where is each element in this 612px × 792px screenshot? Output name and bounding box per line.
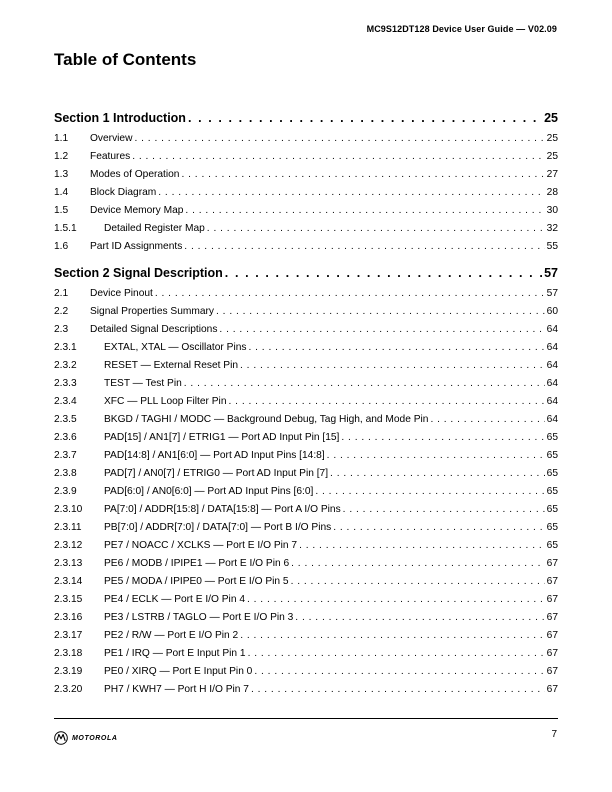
toc-entry[interactable]: [54, 555, 558, 573]
entry-page: 64: [546, 360, 558, 371]
entry-page: 64: [546, 342, 558, 353]
entry-number: 1.3: [54, 169, 69, 180]
dot-leader: [291, 555, 545, 573]
entry-title: PE2 / R/W — Port E I/O Pin 2: [104, 630, 239, 641]
entry-number: 1.6: [54, 241, 69, 252]
section-title: Section 1 Introduction: [54, 111, 186, 125]
entry-page: 67: [546, 630, 558, 641]
entry-page: 27: [546, 169, 558, 180]
entry-page: 30: [546, 205, 558, 216]
dot-leader: [181, 166, 544, 184]
entry-title: PA[7:0] / ADDR[15:8] / DATA[15:8] — Port A I/O Pins: [104, 504, 341, 515]
section-page: 25: [544, 111, 558, 125]
entry-number: 2.3.9: [54, 486, 77, 497]
entry-title: Features: [90, 151, 131, 162]
toc-entry[interactable]: [54, 357, 558, 375]
entry-page: 67: [546, 666, 558, 677]
dot-leader: [185, 202, 544, 220]
entry-title: PE4 / ECLK — Port E I/O Pin 4: [104, 594, 245, 605]
entry-number: 2.3.10: [54, 504, 83, 515]
entry-title: Detailed Signal Descriptions: [90, 324, 218, 335]
entry-number: 1.5.1: [54, 223, 77, 234]
entry-number: 2.3.4: [54, 396, 77, 407]
entry-number: 2.3.1: [54, 342, 77, 353]
dot-leader: [248, 339, 544, 357]
motorola-logo-icon: [54, 731, 68, 745]
dot-leader: [251, 681, 545, 699]
entry-number: 2.3.11: [54, 522, 82, 533]
entry-page: 67: [546, 648, 558, 659]
entry-title: PAD[14:8] / AN1[6:0] — Port AD Input Pins [14:8]: [104, 450, 325, 461]
entry-title: BKGD / TAGHI / MODC — Background Debug, Tag High, and Mode Pin: [104, 414, 429, 425]
entry-page: 65: [546, 486, 558, 497]
entry-title: Block Diagram: [90, 187, 157, 198]
entry-number: 1.4: [54, 187, 69, 198]
toc-entry[interactable]: [54, 202, 558, 220]
entry-title: XFC — PLL Loop Filter Pin: [104, 396, 227, 407]
toc-entry[interactable]: [54, 238, 558, 256]
dot-leader: [327, 447, 545, 465]
dot-leader: [188, 107, 542, 130]
footer-divider: [54, 718, 558, 719]
entry-title: Device Memory Map: [90, 205, 184, 216]
entry-title: RESET — External Reset Pin: [104, 360, 238, 371]
entry-number: 2.3.17: [54, 630, 83, 641]
entry-page: 65: [546, 432, 558, 443]
entry-page: 64: [546, 324, 558, 335]
toc-entry[interactable]: [54, 501, 558, 519]
entry-number: 2.3.8: [54, 468, 77, 479]
dot-leader: [229, 393, 545, 411]
entry-title: PH7 / KWH7 — Port H I/O Pin 7: [104, 684, 249, 695]
dot-leader: [291, 573, 545, 591]
entry-page: 32: [546, 223, 558, 234]
entry-page: 64: [546, 378, 558, 389]
dot-leader: [333, 519, 544, 537]
page-number: 7: [551, 729, 557, 740]
entry-page: 65: [546, 504, 558, 515]
entry-number: 2.3.19: [54, 666, 83, 677]
table-of-contents: [54, 107, 558, 699]
entry-number: 2.2: [54, 306, 69, 317]
toc-entry[interactable]: [54, 375, 558, 393]
toc-entry[interactable]: [54, 519, 558, 537]
toc-entry[interactable]: [54, 681, 558, 699]
entry-title: PE3 / LSTRB / TAGLO — Port E I/O Pin 3: [104, 612, 294, 623]
entry-page: 60: [546, 306, 558, 317]
toc-entry[interactable]: [54, 447, 558, 465]
entry-number: 2.1: [54, 288, 69, 299]
entry-number: 2.3: [54, 324, 69, 335]
entry-page: 67: [546, 594, 558, 605]
toc-entry[interactable]: [54, 465, 558, 483]
dot-leader: [216, 303, 545, 321]
toc-entry[interactable]: [54, 303, 558, 321]
dot-leader: [247, 591, 545, 609]
dot-leader: [184, 375, 545, 393]
entry-title: PAD[6:0] / AN0[6:0] — Port AD Input Pins [6:0]: [104, 486, 314, 497]
entry-page: 67: [546, 558, 558, 569]
entry-title: Device Pinout: [90, 288, 153, 299]
dot-leader: [341, 429, 544, 447]
dot-leader: [219, 321, 544, 339]
section-page: 57: [544, 266, 558, 280]
entry-page: 57: [546, 288, 558, 299]
toc-section-1[interactable]: [54, 107, 558, 130]
entry-title: Part ID Assignments: [90, 241, 183, 252]
entry-number: 2.3.3: [54, 378, 77, 389]
entry-number: 2.3.2: [54, 360, 77, 371]
entry-page: 64: [546, 396, 558, 407]
dot-leader: [330, 465, 545, 483]
toc-entry[interactable]: [54, 220, 558, 238]
entry-page: 28: [546, 187, 558, 198]
toc-entry[interactable]: [54, 166, 558, 184]
entry-title: EXTAL, XTAL — Oscillator Pins: [104, 342, 247, 353]
entry-title: PB[7:0] / ADDR[7:0] / DATA[7:0] — Port B I/O Pins: [104, 522, 332, 533]
toc-entry[interactable]: [54, 627, 558, 645]
dot-leader: [240, 627, 544, 645]
toc-entry[interactable]: [54, 148, 558, 166]
entry-number: 2.3.13: [54, 558, 83, 569]
entry-page: 25: [546, 133, 558, 144]
toc-section-2[interactable]: [54, 262, 558, 285]
toc-entry[interactable]: [54, 483, 558, 501]
brand-name: MOTOROLA: [72, 734, 118, 742]
dot-leader: [207, 220, 545, 238]
toc-entry[interactable]: [54, 591, 558, 609]
entry-page: 65: [546, 468, 558, 479]
toc-entry[interactable]: [54, 645, 558, 663]
entry-page: 65: [546, 540, 558, 551]
entry-title: PE6 / MODB / IPIPE1 — Port E I/O Pin 6: [104, 558, 290, 569]
dot-leader: [343, 501, 545, 519]
entry-title: PAD[7] / AN0[7] / ETRIG0 — Port AD Input Pin [7]: [104, 468, 329, 479]
entry-number: 2.3.20: [54, 684, 83, 695]
dot-leader: [225, 262, 542, 285]
dot-leader: [155, 285, 545, 303]
toc-entry[interactable]: [54, 573, 558, 591]
toc-entry[interactable]: [54, 393, 558, 411]
entry-page: 25: [546, 151, 558, 162]
dot-leader: [315, 483, 544, 501]
entry-number: 2.3.12: [54, 540, 83, 551]
entry-number: 1.5: [54, 205, 69, 216]
dot-leader: [184, 238, 544, 256]
dot-leader: [430, 411, 544, 429]
dot-leader: [134, 130, 544, 148]
entry-title: Signal Properties Summary: [90, 306, 214, 317]
toc-entry[interactable]: [54, 184, 558, 202]
entry-page: 67: [546, 576, 558, 587]
dot-leader: [240, 357, 545, 375]
section-title: Section 2 Signal Description: [54, 266, 223, 280]
toc-entry[interactable]: [54, 429, 558, 447]
dot-leader: [295, 609, 544, 627]
toc-entry[interactable]: [54, 663, 558, 681]
entry-number: 2.3.15: [54, 594, 83, 605]
entry-number: 2.3.7: [54, 450, 77, 461]
entry-title: Overview: [90, 133, 133, 144]
entry-number: 1.1: [54, 133, 69, 144]
entry-title: Detailed Register Map: [104, 223, 205, 234]
toc-entry[interactable]: [54, 130, 558, 148]
entry-page: 67: [546, 684, 558, 695]
entry-title: PE7 / NOACC / XCLKS — Port E I/O Pin 7: [104, 540, 298, 551]
entry-page: 65: [546, 450, 558, 461]
dot-leader: [132, 148, 544, 166]
dot-leader: [158, 184, 544, 202]
toc-entry[interactable]: [54, 339, 558, 357]
entry-page: 55: [546, 241, 558, 252]
toc-entry[interactable]: [54, 321, 558, 339]
entry-page: 67: [546, 612, 558, 623]
toc-entry[interactable]: [54, 609, 558, 627]
entry-page: 65: [546, 522, 558, 533]
entry-number: 2.3.5: [54, 414, 77, 425]
entry-title: Modes of Operation: [90, 169, 180, 180]
entry-number: 2.3.18: [54, 648, 83, 659]
entry-title: PE0 / XIRQ — Port E Input Pin 0: [104, 666, 253, 677]
footer-brand: [54, 731, 118, 745]
dot-leader: [254, 663, 544, 681]
entry-title: PE1 / IRQ — Port E Input Pin 1: [104, 648, 246, 659]
entry-title: PAD[15] / AN1[7] / ETRIG1 — Port AD Input Pin [15]: [104, 432, 340, 443]
toc-entry[interactable]: [54, 537, 558, 555]
entry-title: TEST — Test Pin: [104, 378, 182, 389]
entry-number: 2.3.14: [54, 576, 83, 587]
dot-leader: [299, 537, 545, 555]
entry-page: 64: [546, 414, 558, 425]
toc-entry[interactable]: [54, 285, 558, 303]
entry-title: PE5 / MODA / IPIPE0 — Port E I/O Pin 5: [104, 576, 289, 587]
entry-number: 2.3.6: [54, 432, 77, 443]
entry-number: 1.2: [54, 151, 69, 162]
page-title: Table of Contents: [54, 50, 197, 69]
running-header: MC9S12DT128 Device User Guide — V02.09: [366, 24, 557, 34]
toc-entry[interactable]: [54, 411, 558, 429]
dot-leader: [248, 645, 545, 663]
entry-number: 2.3.16: [54, 612, 83, 623]
